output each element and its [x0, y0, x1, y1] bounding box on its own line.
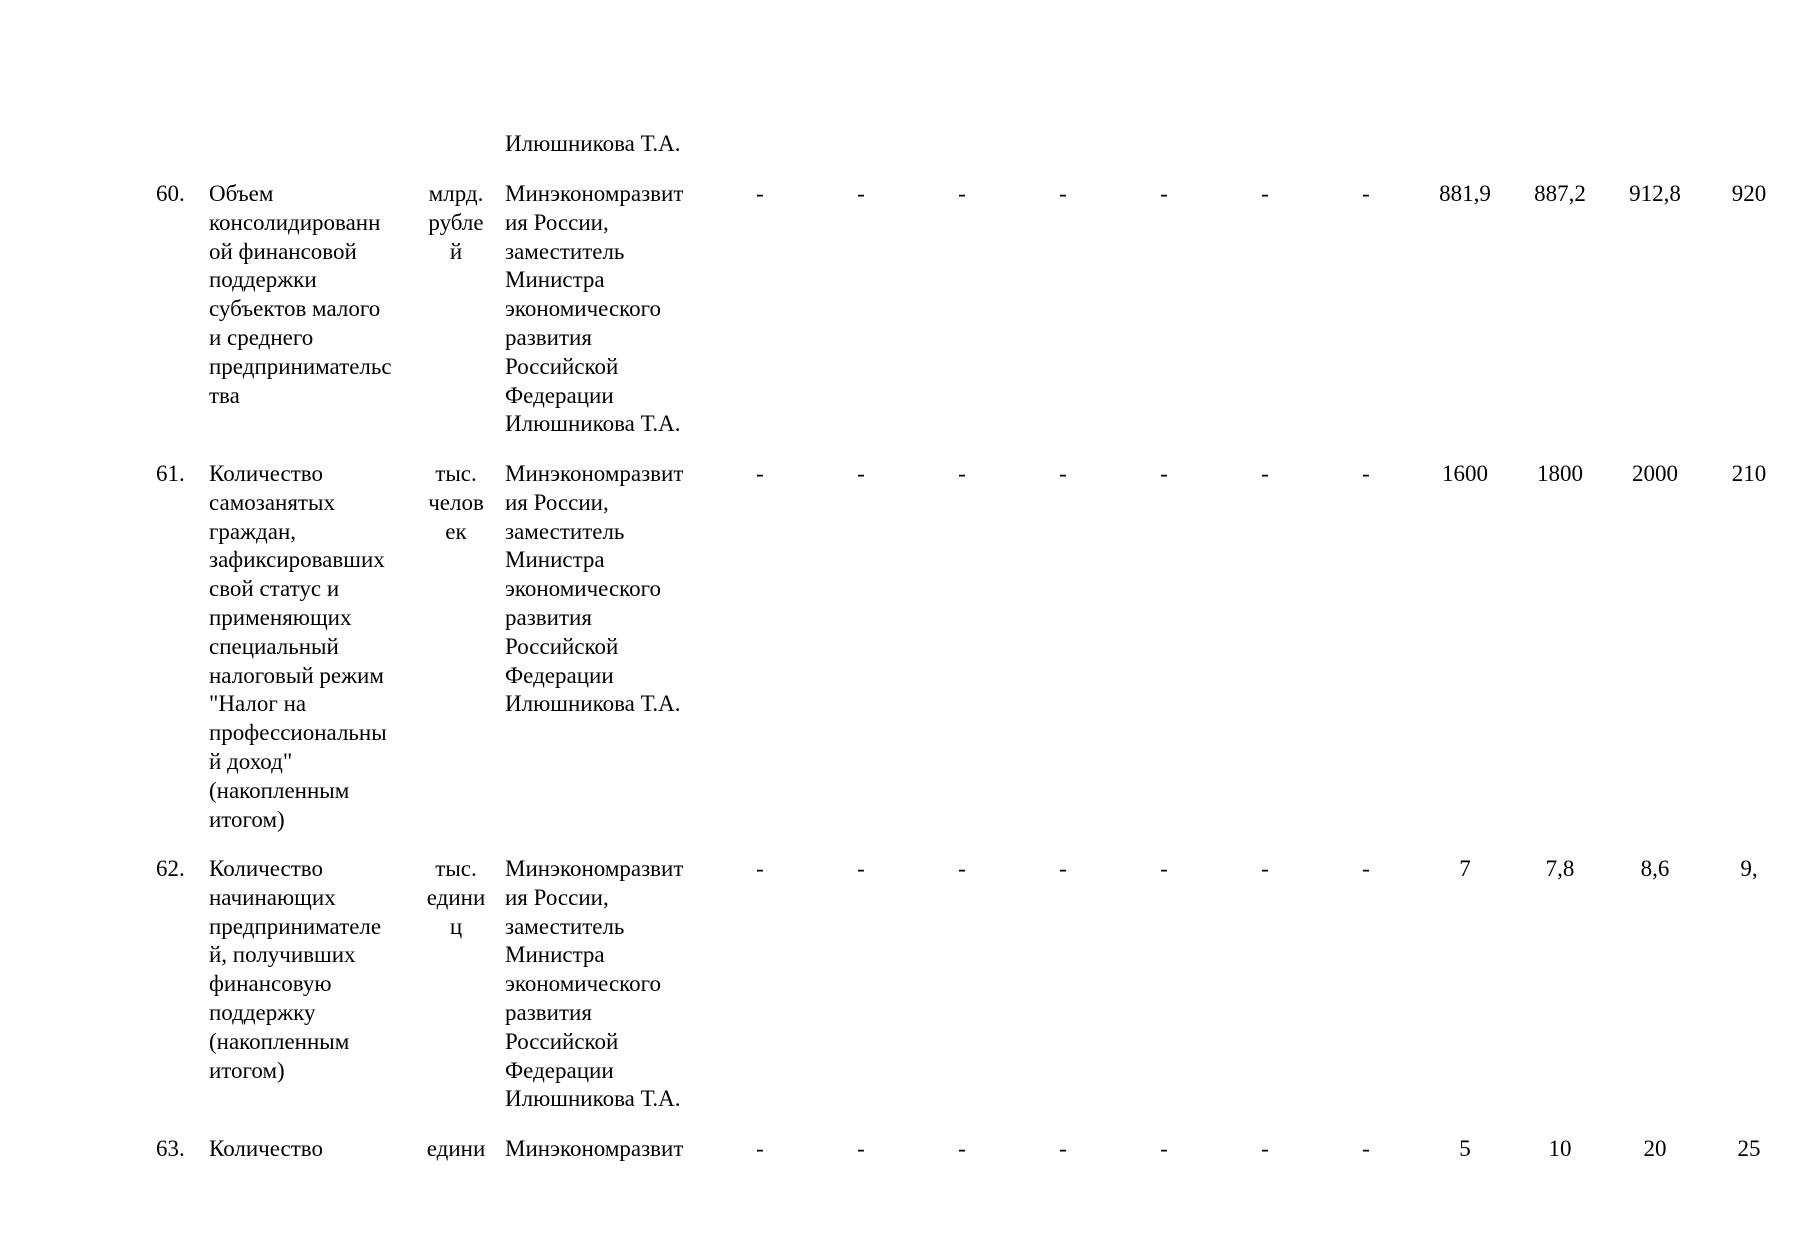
- responsible-party-line: Российской: [505, 1028, 619, 1054]
- indicator-name-line: консолидированн: [209, 209, 381, 235]
- indicator-name-line: поддержку: [209, 999, 316, 1025]
- indicator-name-line: Объем: [209, 181, 274, 206]
- indicator-name-line: предпринимателе: [209, 913, 382, 939]
- indicator-name-line: применяющих: [209, 604, 352, 630]
- row-number: 63.: [156, 1136, 185, 1161]
- indicator-name-line: свой статус и: [209, 576, 340, 602]
- responsible-party-line: заместитель: [505, 913, 625, 939]
- indicator-unit-line: челов: [428, 489, 484, 515]
- responsible-party-line: Министра: [505, 547, 605, 573]
- indicator-name-line: и среднего: [209, 324, 314, 350]
- indicator-name-line: субъектов малого: [209, 296, 381, 322]
- indicator-name-line: Количество: [209, 1136, 323, 1161]
- indicator-name-line: ой финансовой: [209, 238, 357, 264]
- indicator-name-line: профессиональны: [209, 720, 387, 746]
- value-cell: 210: [1731, 461, 1767, 486]
- value-cell: 7,8: [1545, 856, 1575, 881]
- value-cell-empty: -: [1362, 461, 1370, 486]
- indicator-name-line: начинающих: [209, 884, 336, 910]
- row-number: 61.: [156, 461, 185, 486]
- responsible-party: [505, 180, 683, 439]
- value-cell-empty: -: [1059, 856, 1067, 881]
- responsible-party: [505, 460, 683, 719]
- indicator-name-line: самозанятых: [209, 489, 335, 515]
- value-cell-empty: -: [756, 181, 764, 206]
- indicator-unit-line: тыс.: [435, 461, 477, 486]
- value-cell-empty: -: [756, 461, 764, 486]
- row-number: 60.: [156, 181, 185, 206]
- indicator-unit: [420, 855, 492, 941]
- responsible-party-line: Российской: [505, 353, 619, 379]
- responsible-party-line: экономического: [505, 296, 662, 322]
- responsible-party-line: ия России,: [505, 884, 609, 910]
- responsible-party-line: Минэкономразвит: [505, 856, 684, 881]
- value-cell-empty: -: [1059, 461, 1067, 486]
- value-cell-empty: -: [857, 181, 865, 206]
- value-cell: 25: [1737, 1136, 1761, 1161]
- indicator-name: [209, 180, 392, 410]
- value-cell-empty: -: [958, 856, 966, 881]
- indicator-name-line: тва: [209, 382, 240, 408]
- value-cell: 10: [1548, 1136, 1572, 1161]
- indicator-name-line: поддержки: [209, 267, 317, 293]
- responsible-party-line: Министра: [505, 267, 605, 293]
- value-cell-empty: -: [857, 856, 865, 881]
- responsible-party-line: Федерации: [505, 382, 614, 408]
- value-cell-empty: -: [1261, 1136, 1269, 1161]
- indicator-name-line: (накопленным: [209, 1028, 350, 1054]
- indicator-name-line: финансовую: [209, 971, 332, 997]
- value-cell: 881,9: [1439, 181, 1491, 206]
- value-cell-empty: -: [1362, 856, 1370, 881]
- value-cell: 2000: [1632, 461, 1678, 486]
- value-cell-empty: -: [857, 461, 865, 486]
- value-cell: 7: [1459, 856, 1471, 881]
- indicator-name-line: зафиксировавших: [209, 547, 385, 573]
- responsible-party-line: Федерации: [505, 1057, 614, 1083]
- indicator-unit: [420, 180, 492, 266]
- indicator-name-line: итогом): [209, 1057, 285, 1083]
- carryover-responsible: Илюшникова Т.А.: [505, 131, 681, 156]
- value-cell-empty: -: [1362, 181, 1370, 206]
- value-cell-empty: -: [1160, 461, 1168, 486]
- value-cell: 1600: [1442, 461, 1488, 486]
- responsible-party: [505, 1135, 683, 1164]
- value-cell-empty: -: [958, 181, 966, 206]
- indicator-name-line: Количество: [209, 461, 323, 486]
- indicator-name-line: й доход": [209, 748, 293, 774]
- indicator-name-line: итогом): [209, 806, 285, 832]
- responsible-party-line: экономического: [505, 971, 662, 997]
- indicator-name-line: "Налог на: [209, 691, 307, 717]
- value-cell-empty: -: [1160, 1136, 1168, 1161]
- value-cell-empty: -: [756, 1136, 764, 1161]
- responsible-party-line: Министра: [505, 942, 605, 968]
- value-cell: 920: [1731, 181, 1767, 206]
- indicator-name: [209, 460, 387, 834]
- responsible-party-line: заместитель: [505, 518, 625, 544]
- value-cell: 9,: [1740, 856, 1758, 881]
- value-cell: 1800: [1537, 461, 1583, 486]
- indicator-unit-line: ц: [449, 913, 463, 939]
- indicator-unit-line: едини: [426, 1136, 486, 1161]
- indicator-unit-line: млрд.: [428, 181, 484, 206]
- responsible-party-line: развития: [505, 324, 592, 350]
- responsible-party-line: ия России,: [505, 209, 609, 235]
- responsible-party-line: Минэкономразвит: [505, 181, 684, 206]
- indicator-unit-line: тыс.: [435, 856, 477, 881]
- responsible-party-line: развития: [505, 999, 592, 1025]
- value-cell-empty: -: [1261, 181, 1269, 206]
- indicator-unit-line: ек: [445, 518, 467, 544]
- value-cell-empty: -: [1059, 181, 1067, 206]
- indicator-unit: [420, 1135, 492, 1164]
- value-cell-empty: -: [857, 1136, 865, 1161]
- row-number: 62.: [156, 856, 185, 881]
- value-cell-empty: -: [1160, 181, 1168, 206]
- indicator-name-line: налоговый режим: [209, 662, 384, 688]
- indicator-name-line: й, получивших: [209, 942, 356, 968]
- value-cell-empty: -: [1261, 856, 1269, 881]
- responsible-party-line: Минэкономразвит: [505, 461, 684, 486]
- responsible-party-line: Федерации: [505, 662, 614, 688]
- indicator-name: [209, 1135, 323, 1164]
- responsible-party-line: заместитель: [505, 238, 625, 264]
- value-cell-empty: -: [1059, 1136, 1067, 1161]
- indicator-name-line: специальный: [209, 633, 339, 659]
- value-cell-empty: -: [958, 461, 966, 486]
- indicator-unit: [420, 460, 492, 546]
- indicator-unit-line: й: [449, 238, 463, 264]
- value-cell-empty: -: [1362, 1136, 1370, 1161]
- value-cell-empty: -: [1160, 856, 1168, 881]
- indicator-name: [209, 855, 381, 1085]
- responsible-party-line: Илюшникова Т.А.: [505, 1086, 681, 1112]
- responsible-party-line: Илюшникова Т.А.: [505, 691, 681, 717]
- value-cell-empty: -: [958, 1136, 966, 1161]
- indicator-name-line: (накопленным: [209, 777, 350, 803]
- value-cell-empty: -: [1261, 461, 1269, 486]
- indicator-unit-line: едини: [426, 884, 486, 910]
- responsible-party-line: Минэкономразвит: [505, 1136, 684, 1161]
- value-cell: 8,6: [1640, 856, 1670, 881]
- value-cell-empty: -: [756, 856, 764, 881]
- value-cell: 20: [1643, 1136, 1667, 1161]
- indicator-name-line: граждан,: [209, 518, 297, 544]
- responsible-party-line: Илюшникова Т.А.: [505, 411, 681, 437]
- responsible-party-line: Российской: [505, 633, 619, 659]
- indicator-name-line: Количество: [209, 856, 323, 881]
- value-cell: 912,8: [1629, 181, 1681, 206]
- responsible-party-line: экономического: [505, 576, 662, 602]
- responsible-party: [505, 855, 683, 1114]
- value-cell: 887,2: [1534, 181, 1586, 206]
- value-cell: 5: [1459, 1136, 1471, 1161]
- indicator-name-line: предпринимательс: [209, 353, 392, 379]
- responsible-party-line: развития: [505, 604, 592, 630]
- indicator-unit-line: рубле: [428, 209, 484, 235]
- responsible-party-line: ия России,: [505, 489, 609, 515]
